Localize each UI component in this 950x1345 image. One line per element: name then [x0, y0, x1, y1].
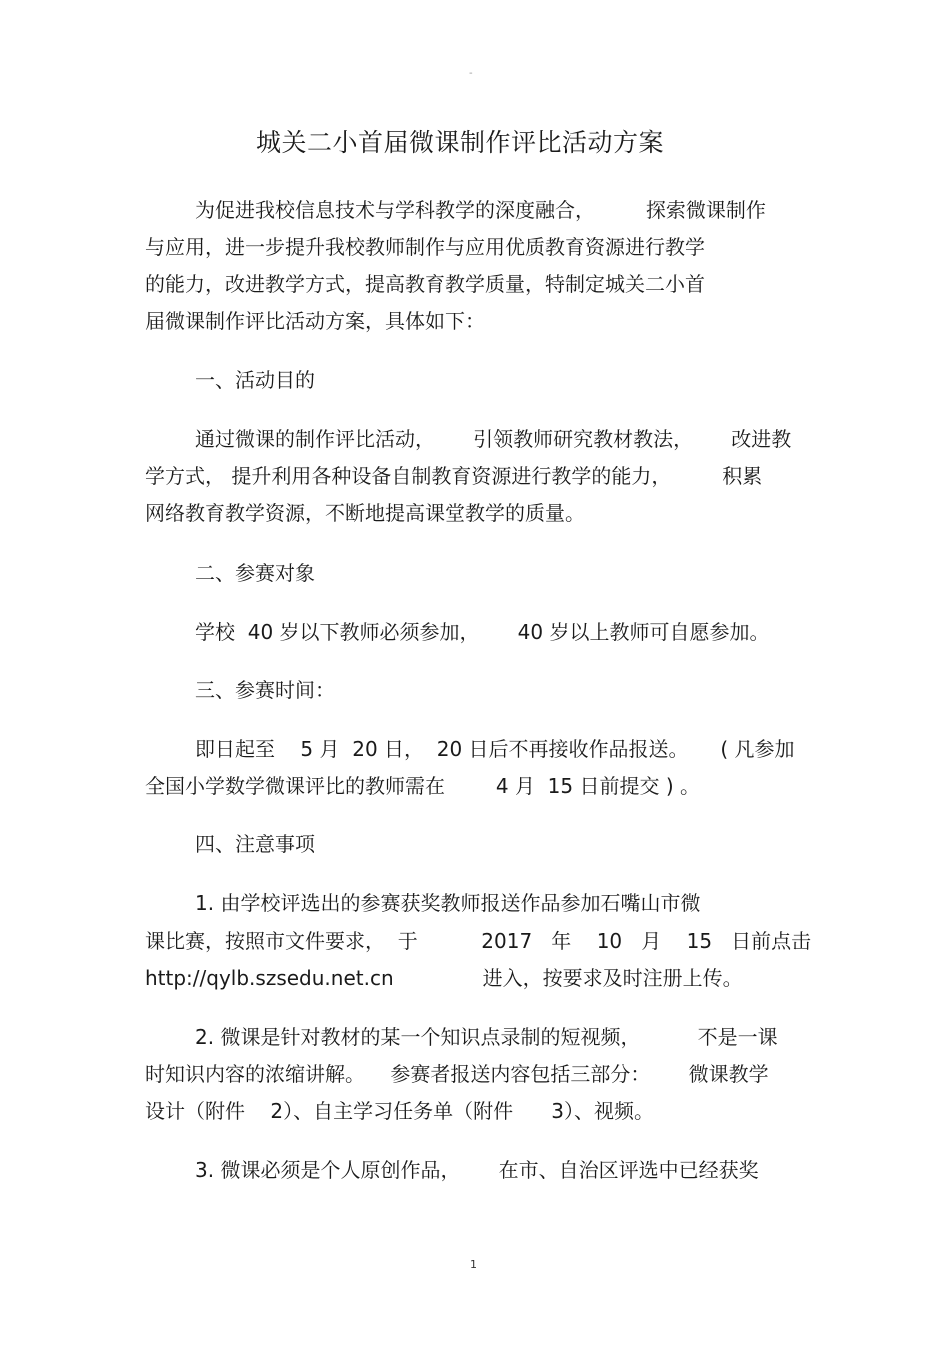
section-4-item-2-line-3: 设计（附件 2）、自主学习任务单（附件 3）、视频。: [145, 1099, 655, 1123]
section-1-line-3: 网络教育教学资源，不断地提高课堂教学的质量。: [145, 501, 585, 525]
section-3-heading: 三、参赛时间：: [195, 678, 335, 702]
section-1-line-2: 学方式， 提升利用各种设备自制教育资源进行教学的能力， 积累: [145, 464, 763, 488]
section-4-heading: 四、注意事项: [195, 832, 315, 856]
section-2-line-1: 学校 40 岁以下教师必须参加， 40 岁以上教师可自愿参加。: [195, 620, 770, 644]
section-4-item-2-line-2: 时知识内容的浓缩讲解。 参赛者报送内容包括三部分： 微课教学: [145, 1062, 769, 1086]
intro-line-3: 的能力，改进教学方式，提高教育教学质量，特制定城关二小首: [145, 272, 705, 296]
section-4-item-1-line-1: 1. 由学校评选出的参赛获奖教师报送作品参加石嘴山市微: [195, 891, 701, 915]
section-2-heading: 二、参赛对象: [195, 561, 315, 585]
intro-line-2: 与应用，进一步提升我校教师制作与应用优质教育资源进行教学: [145, 235, 705, 259]
document-title: 城关二小首届微课制作评比活动方案: [255, 128, 664, 157]
section-3-line-2: 全国小学数学微课评比的教师需在 4 月 15 日前提交 ) 。: [145, 774, 700, 798]
section-4-item-1-line-2: 课比赛，按照市文件要求， 于 2017 年 10 月 15 日前点击: [145, 929, 812, 953]
header-mark: -: [469, 68, 473, 79]
intro-line-4: 届微课制作评比活动方案，具体如下：: [145, 309, 485, 333]
section-4-item-1-line-3: http://qylb.szsedu.net.cn 进入，按要求及时注册上传。: [145, 966, 743, 990]
section-4-item-2-line-1: 2. 微课是针对教材的某一个知识点录制的短视频， 不是一课: [195, 1025, 778, 1049]
section-1-heading: 一、活动目的: [195, 368, 315, 392]
page-number: 1: [470, 1258, 477, 1271]
section-4-item-3-line-1: 3. 微课必须是个人原创作品， 在市、自治区评选中已经获奖: [195, 1158, 759, 1182]
section-1-line-1: 通过微课的制作评比活动， 引领教师研究教材教法， 改进教: [195, 427, 792, 451]
section-3-line-1: 即日起至 5 月 20 日， 20 日后不再接收作品报送。 ( 凡参加: [195, 737, 795, 761]
intro-line-1: 为促进我校信息技术与学科教学的深度融合， 探索微课制作: [195, 198, 766, 222]
